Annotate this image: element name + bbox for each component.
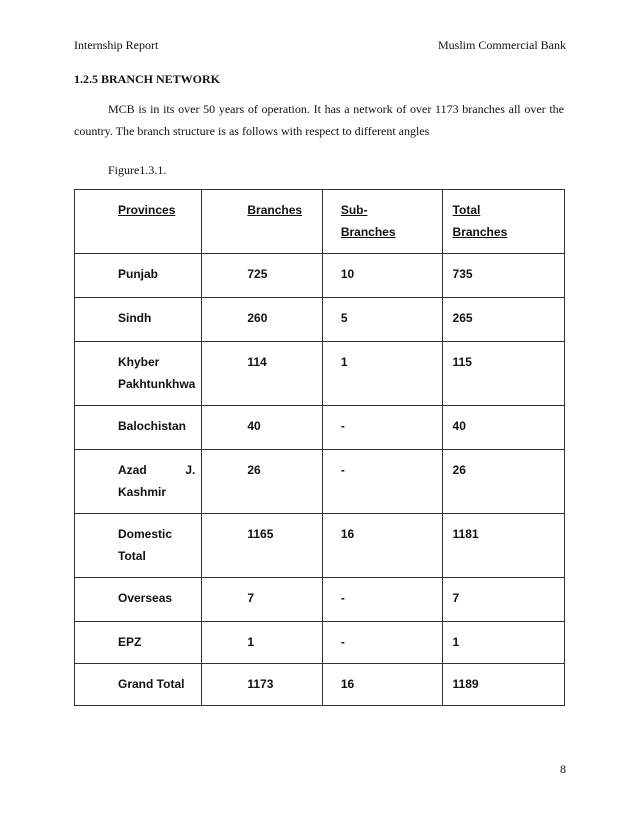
row-province: Overseas [118,591,173,605]
row-total: 7 [452,591,460,605]
row-total: 1181 [452,527,479,541]
row-sub-branches: 10 [340,267,355,281]
row-total: 115 [452,355,472,369]
row-province: Domestic Total [118,527,173,563]
row-province: Khyber Pakhtunkhwa [118,355,196,391]
row-province: Balochistan [118,419,187,433]
header-left-title: Internship Report [74,38,159,52]
table-row [75,578,565,622]
row-sub-branches: - [340,591,345,605]
row-sub-branches: - [340,463,345,477]
page-number: 8 [560,762,566,776]
table-row [75,622,565,664]
row-total: 265 [452,311,473,325]
row-sub-branches: 5 [340,311,348,325]
figure-label: Figure1.3.1. [108,163,167,177]
row-sub-branches: 1 [340,355,348,369]
row-branches: 40 [247,419,261,433]
row-branches: 725 [247,267,268,281]
table-header-row [75,190,565,254]
row-branches: 260 [247,311,268,325]
row-province: Punjab [118,267,159,281]
header-cell-sub-branches: Sub- Branches [322,190,442,254]
header-cell-provinces: Provinces [75,190,202,254]
table-row [75,664,565,706]
row-branches: 1165 [247,527,274,541]
section-title: 1.2.5 BRANCH NETWORK [74,72,221,86]
row-total: 26 [452,463,466,477]
row-total: 40 [452,419,466,433]
row-branches: 26 [247,463,261,477]
row-branches: 114 [247,355,267,369]
table-row [75,298,565,342]
header-right-title: Muslim Commercial Bank [438,38,566,52]
row-total: 735 [452,267,473,281]
table-row [75,254,565,298]
row-sub-branches: - [340,419,345,433]
row-sub-branches: 16 [340,527,355,541]
table-row [75,342,565,406]
table-row [75,450,565,514]
section-paragraph [74,98,564,142]
row-province: Grand Total [118,677,185,691]
row-total: 1189 [452,677,479,691]
header-cell-total-branches: Total Branches [442,190,564,254]
row-province: Sindh [118,311,152,325]
row-province: Azad J. Kashmir [118,463,196,499]
paragraph-text: MCB is in its over 50 years of operation. It has a network of over 1173 branches all over the country. The branch structure is as follows with respect to different angles [74,102,564,138]
row-sub-branches: 16 [340,677,355,691]
branch-network-table [74,189,565,706]
row-total: 1 [452,635,460,649]
table-row [75,406,565,450]
header-cell-branches: Branches [202,190,322,254]
table-row [75,514,565,578]
row-branches: 7 [247,591,255,605]
row-branches: 1 [247,635,255,649]
row-province: EPZ [118,635,142,649]
row-sub-branches: - [340,635,345,649]
row-branches: 1173 [247,677,274,691]
